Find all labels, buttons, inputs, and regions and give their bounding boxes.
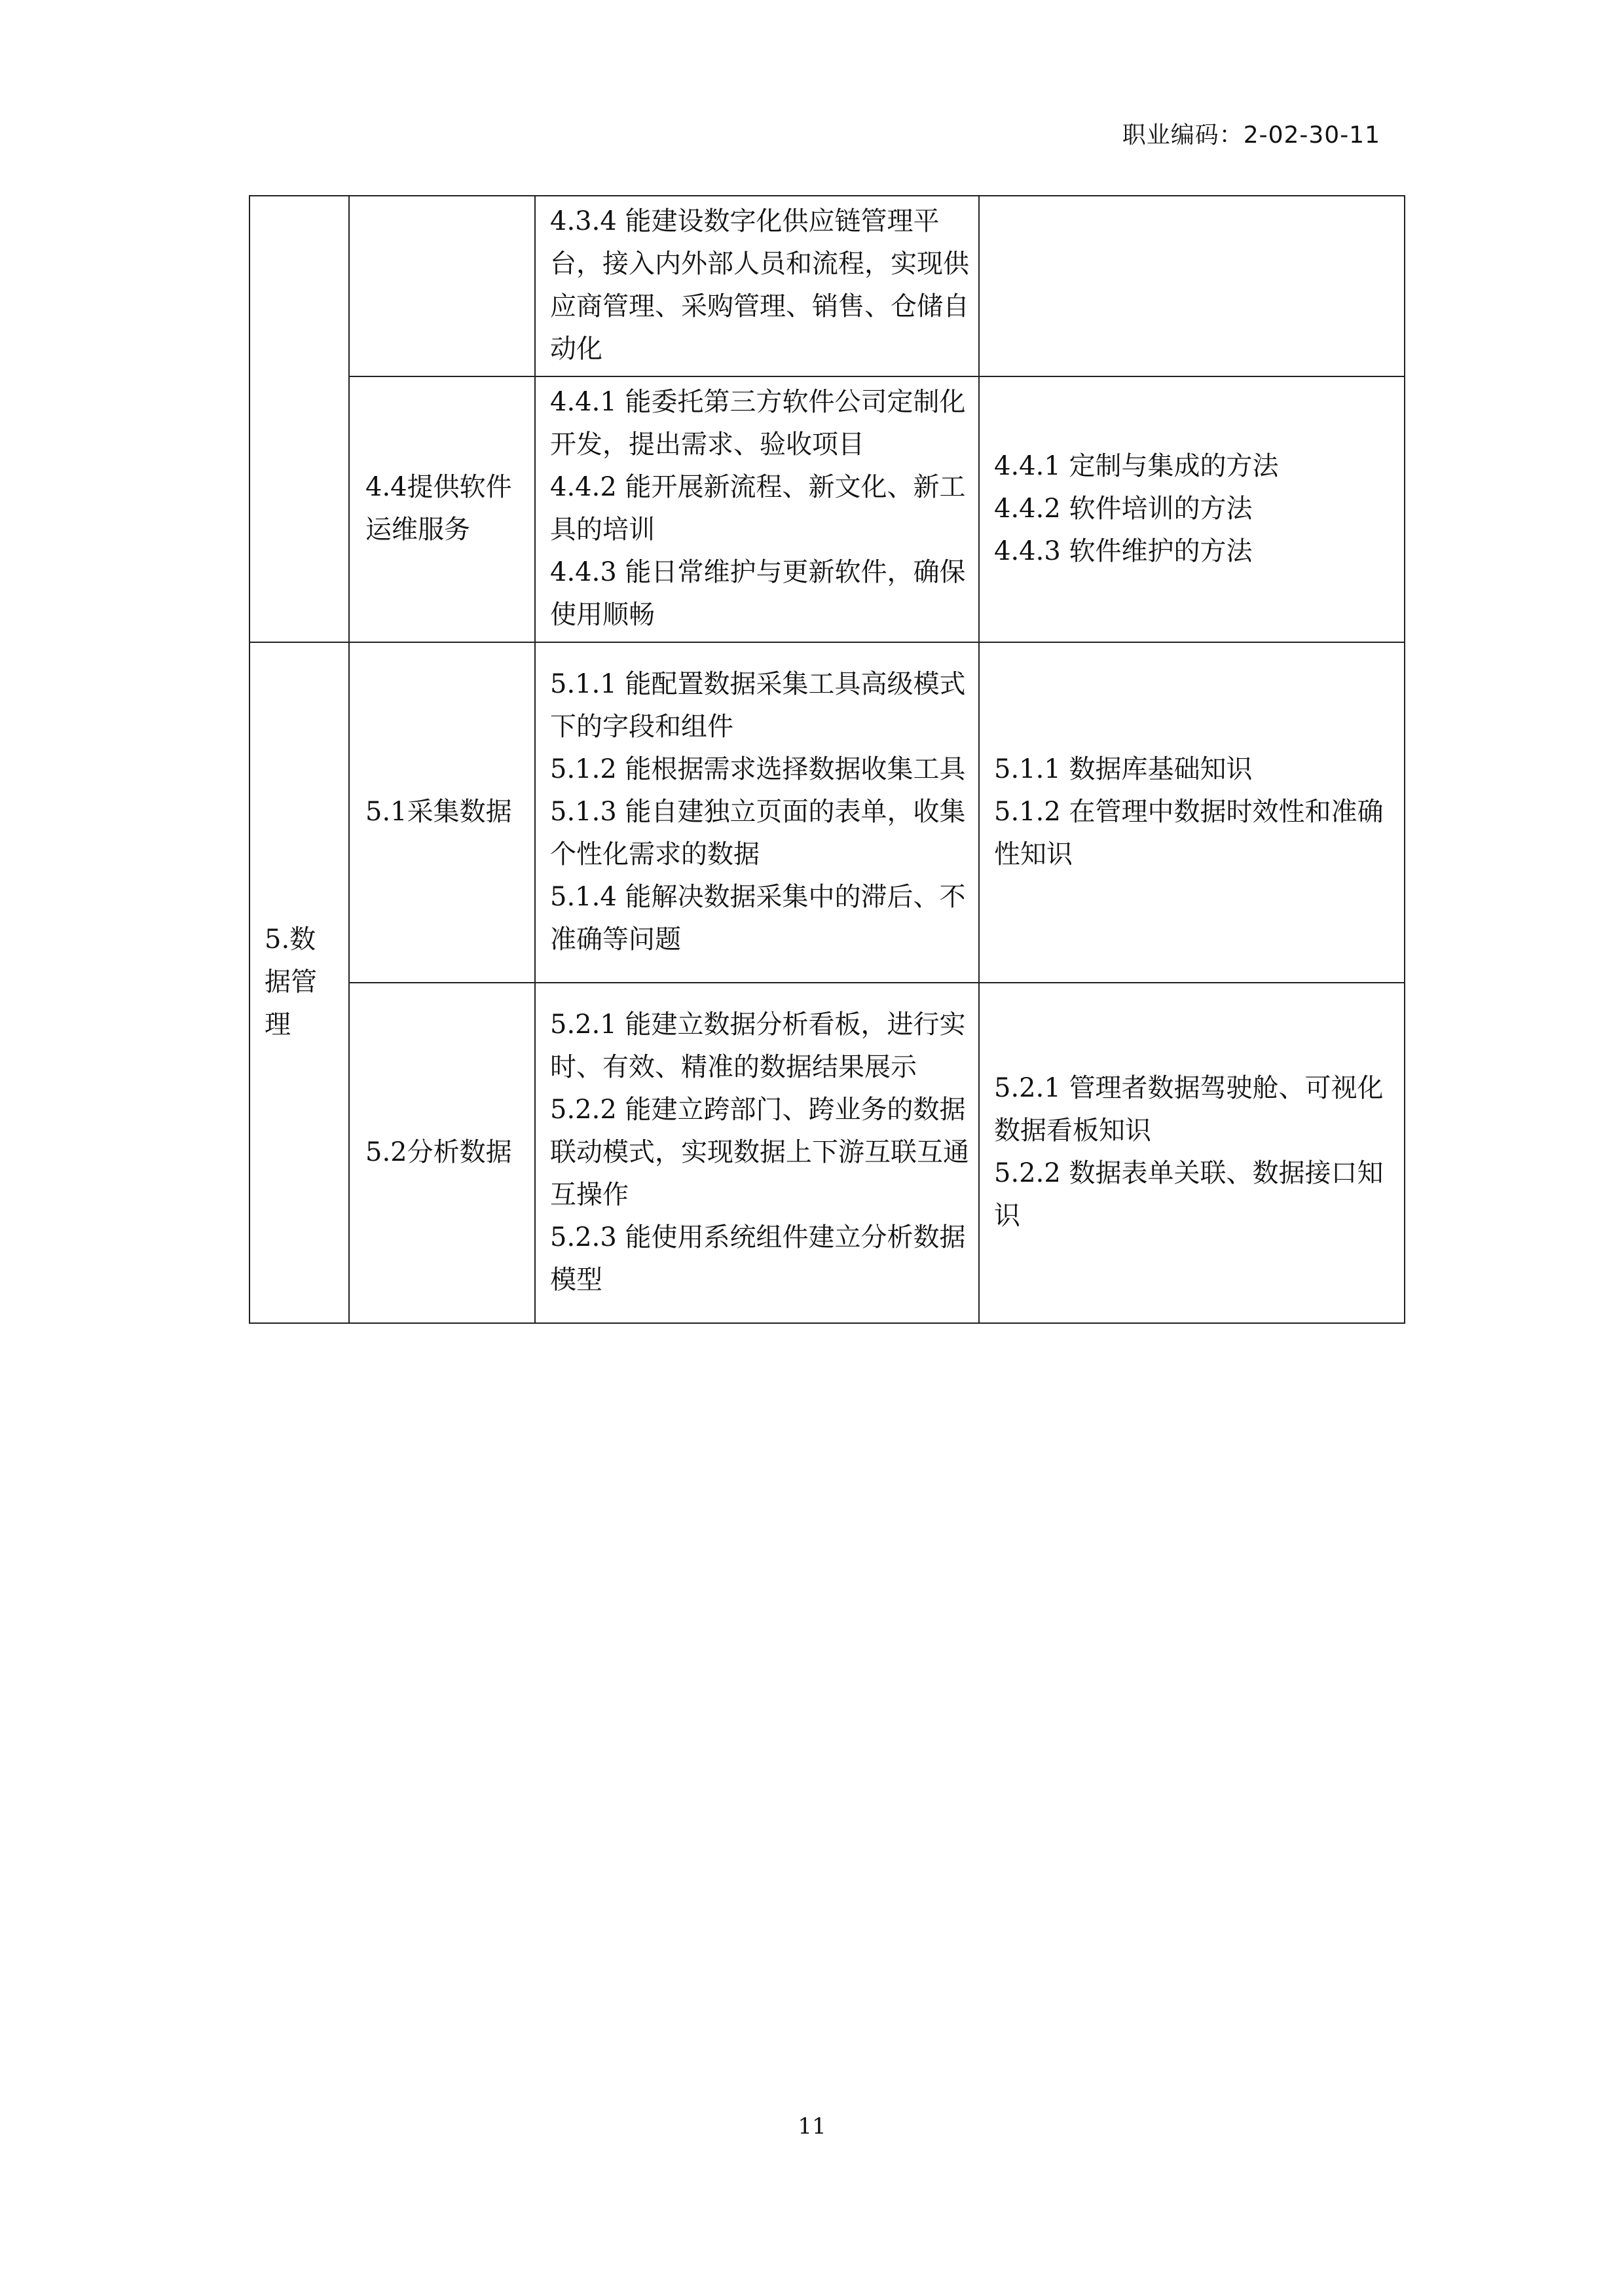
knowledge-cell — [979, 983, 1405, 1323]
knowledge-item: 5.2.1 管理者数据驾驶舱、可视化数据看板知识 — [994, 1073, 1384, 1146]
knowledge-item: 4.4.2 软件培训的方法 — [994, 493, 1253, 524]
skill-cell — [535, 376, 979, 642]
skill-cell — [535, 196, 979, 376]
skill-item: 5.2.3 能使用系统组件建立分析数据模型 — [550, 1222, 966, 1295]
unit-cell — [349, 196, 535, 376]
table-row — [249, 196, 1405, 376]
page-number: 11 — [798, 2113, 826, 2140]
table-row — [249, 983, 1405, 1323]
knowledge-cell — [979, 196, 1405, 376]
level-cell: 5.数据管理 — [249, 642, 349, 1323]
skill-item: 5.2.2 能建立跨部门、跨业务的数据联动模式，实现数据上下游互联互通互操作 — [550, 1094, 969, 1210]
skill-item: 5.2.1 能建立数据分析看板，进行实时、有效、精准的数据结果展示 — [550, 1009, 966, 1082]
unit-cell: 5.1采集数据 — [349, 642, 535, 983]
skill-item: 4.4.2 能开展新流程、新文化、新工具的培训 — [550, 472, 966, 545]
knowledge-cell — [979, 642, 1405, 983]
skill-cell — [535, 983, 979, 1323]
knowledge-item: 5.1.2 在管理中数据时效性和准确性知识 — [994, 796, 1384, 869]
skill-item: 4.4.1 能委托第三方软件公司定制化开发，提出需求、验收项目 — [550, 387, 966, 460]
skill-item: 5.1.2 能根据需求选择数据收集工具 — [550, 754, 966, 784]
skill-item: 4.4.3 能日常维护与更新软件，确保使用顺畅 — [550, 557, 966, 630]
unit-cell: 4.4提供软件运维服务 — [349, 376, 535, 642]
level-cell — [249, 196, 349, 642]
skill-item: 5.1.1 能配置数据采集工具高级模式下的字段和组件 — [550, 668, 966, 742]
knowledge-item: 5.1.1 数据库基础知识 — [994, 754, 1253, 784]
knowledge-item: 4.4.1 定制与集成的方法 — [994, 450, 1279, 481]
skill-item: 4.3.4 能建设数字化供应链管理平台，接入内外部人员和流程，实现供应商管理、采购管理、销售、仓储自动化 — [550, 206, 969, 364]
skill-cell — [535, 642, 979, 983]
table-row — [249, 642, 1405, 983]
unit-cell: 5.2分析数据 — [349, 983, 535, 1323]
occupation-code: 职业编码：2-02-30-11 — [1122, 122, 1380, 149]
skill-item: 5.1.3 能自建独立页面的表单，收集个性化需求的数据 — [550, 796, 966, 869]
knowledge-cell — [979, 376, 1405, 642]
knowledge-item: 5.2.2 数据表单关联、数据接口知识 — [994, 1158, 1384, 1231]
skill-item: 5.1.4 能解决数据采集中的滞后、不准确等问题 — [550, 881, 966, 955]
table-row — [249, 376, 1405, 642]
knowledge-item: 4.4.3 软件维护的方法 — [994, 536, 1253, 566]
skill-requirements-table — [249, 195, 1405, 1324]
